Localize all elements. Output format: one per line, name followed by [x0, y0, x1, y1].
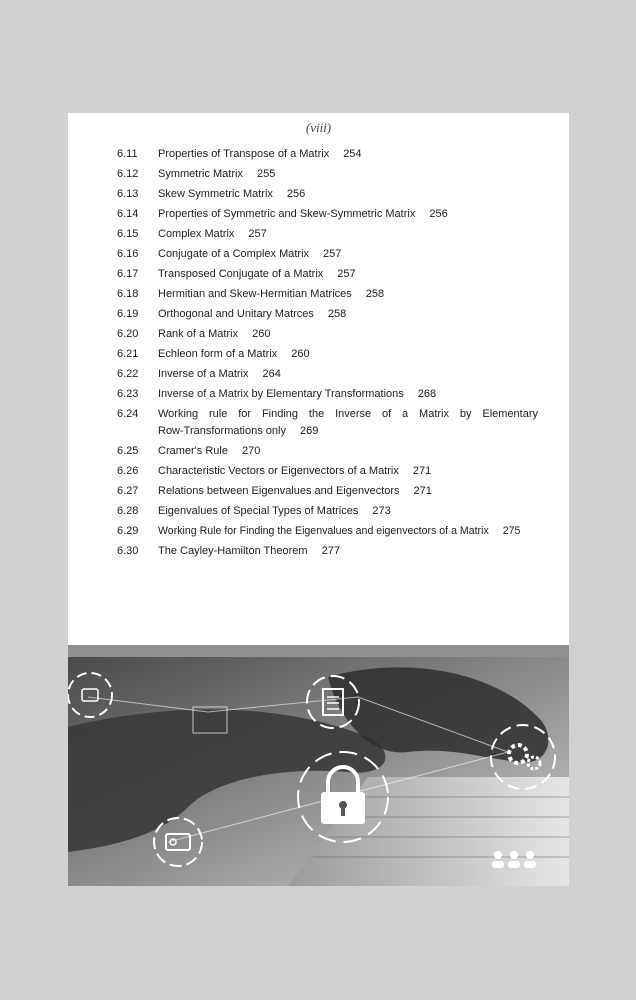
- entry-page: 257: [337, 268, 356, 280]
- entry-page: 273: [372, 505, 391, 517]
- entry-page: 271: [412, 465, 432, 477]
- book-page: [68, 113, 569, 886]
- entry-page: 256: [429, 208, 448, 220]
- entry-number: 6.24: [117, 408, 139, 420]
- entry-number: 6.23: [117, 388, 139, 400]
- entry-title: Characteristic Vectors or Eigenvectors of a Matrix: [158, 465, 399, 477]
- entry-number: 6.22: [117, 368, 139, 380]
- entry-title: Echleon form of a Matrix: [158, 348, 278, 360]
- entry-page: 277: [321, 545, 340, 557]
- entry-number: 6.14: [117, 208, 139, 220]
- entry-title: Properties of Transpose of a Matrix: [158, 148, 330, 160]
- entry-page: 271: [413, 485, 432, 497]
- entry-page: 268: [417, 388, 437, 400]
- entry-number: 6.19: [117, 308, 139, 320]
- entry-number: 6.26: [117, 465, 139, 477]
- entry-page: 275: [502, 525, 521, 537]
- entry-title: Inverse of a Matrix: [158, 368, 249, 380]
- entry-page: 260: [291, 348, 310, 360]
- entry-number: 6.17: [117, 268, 139, 280]
- entry-page: 269: [299, 425, 319, 437]
- entry-page: 258: [365, 288, 385, 300]
- entry-number: 6.13: [117, 188, 139, 200]
- entry-page: 257: [248, 228, 267, 240]
- entry-title: Rank of a Matrix: [158, 328, 239, 340]
- entry-number: 6.29: [117, 525, 139, 537]
- entry-title: Orthogonal and Unitary Matrces: [158, 308, 314, 320]
- entry-title: Complex Matrix: [158, 228, 235, 240]
- entry-number: 6.16: [117, 248, 139, 260]
- entry-title: Transposed Conjugate of a Matrix: [158, 268, 324, 280]
- entry-number: 6.30: [117, 545, 139, 557]
- entry-page: 256: [286, 188, 306, 200]
- entry-title: Hermitian and Skew-Hermitian Matrices: [158, 288, 352, 300]
- entry-page: 270: [241, 445, 261, 457]
- entry-title: Relations between Eigenvalues and Eigenvectors: [158, 485, 400, 497]
- entry-number: 6.11: [117, 148, 138, 160]
- entry-title: Symmetric Matrix: [158, 168, 243, 180]
- entry-page: 258: [327, 308, 347, 320]
- entry-page: 260: [252, 328, 271, 340]
- entry-number: 6.28: [117, 505, 139, 517]
- entry-title: Cramer's Rule: [158, 445, 228, 457]
- entry-number: 6.21: [117, 348, 139, 360]
- entry-number: 6.15: [117, 228, 139, 240]
- cover-photo: [68, 657, 569, 886]
- entry-number: 6.20: [117, 328, 139, 340]
- entry-number: 6.27: [117, 485, 139, 497]
- entry-title: Skew Symmetric Matrix: [158, 188, 273, 200]
- entry-title: Inverse of a Matrix by Elementary Transformations: [158, 388, 404, 400]
- entry-title: Properties of Symmetric and Skew-Symmetric Matrix: [158, 208, 416, 220]
- entry-title: Working rule for Finding the Inverse of a Matrix by Elementary: [158, 408, 538, 420]
- entry-number: 6.25: [117, 445, 139, 457]
- entry-page: 255: [256, 168, 276, 180]
- entry-page: 254: [343, 148, 362, 160]
- entry-number: 6.18: [117, 288, 139, 300]
- entry-number: 6.12: [117, 168, 139, 180]
- technology-illustration: [68, 657, 569, 886]
- entry-title: Eigenvalues of Special Types of Matrices: [158, 505, 359, 517]
- entry-title-continued: Row-Transformations only: [158, 425, 286, 437]
- entry-title: Working Rule for Finding the Eigenvalues and eigenvectors of a Matrix: [158, 525, 489, 537]
- entry-page: 257: [323, 248, 342, 260]
- entry-title: Conjugate of a Complex Matrix: [158, 248, 310, 260]
- divider-band: [68, 645, 569, 657]
- entry-title: The Cayley-Hamilton Theorem: [158, 545, 308, 557]
- entry-page: 264: [262, 368, 281, 380]
- page-number: (viii): [305, 120, 332, 135]
